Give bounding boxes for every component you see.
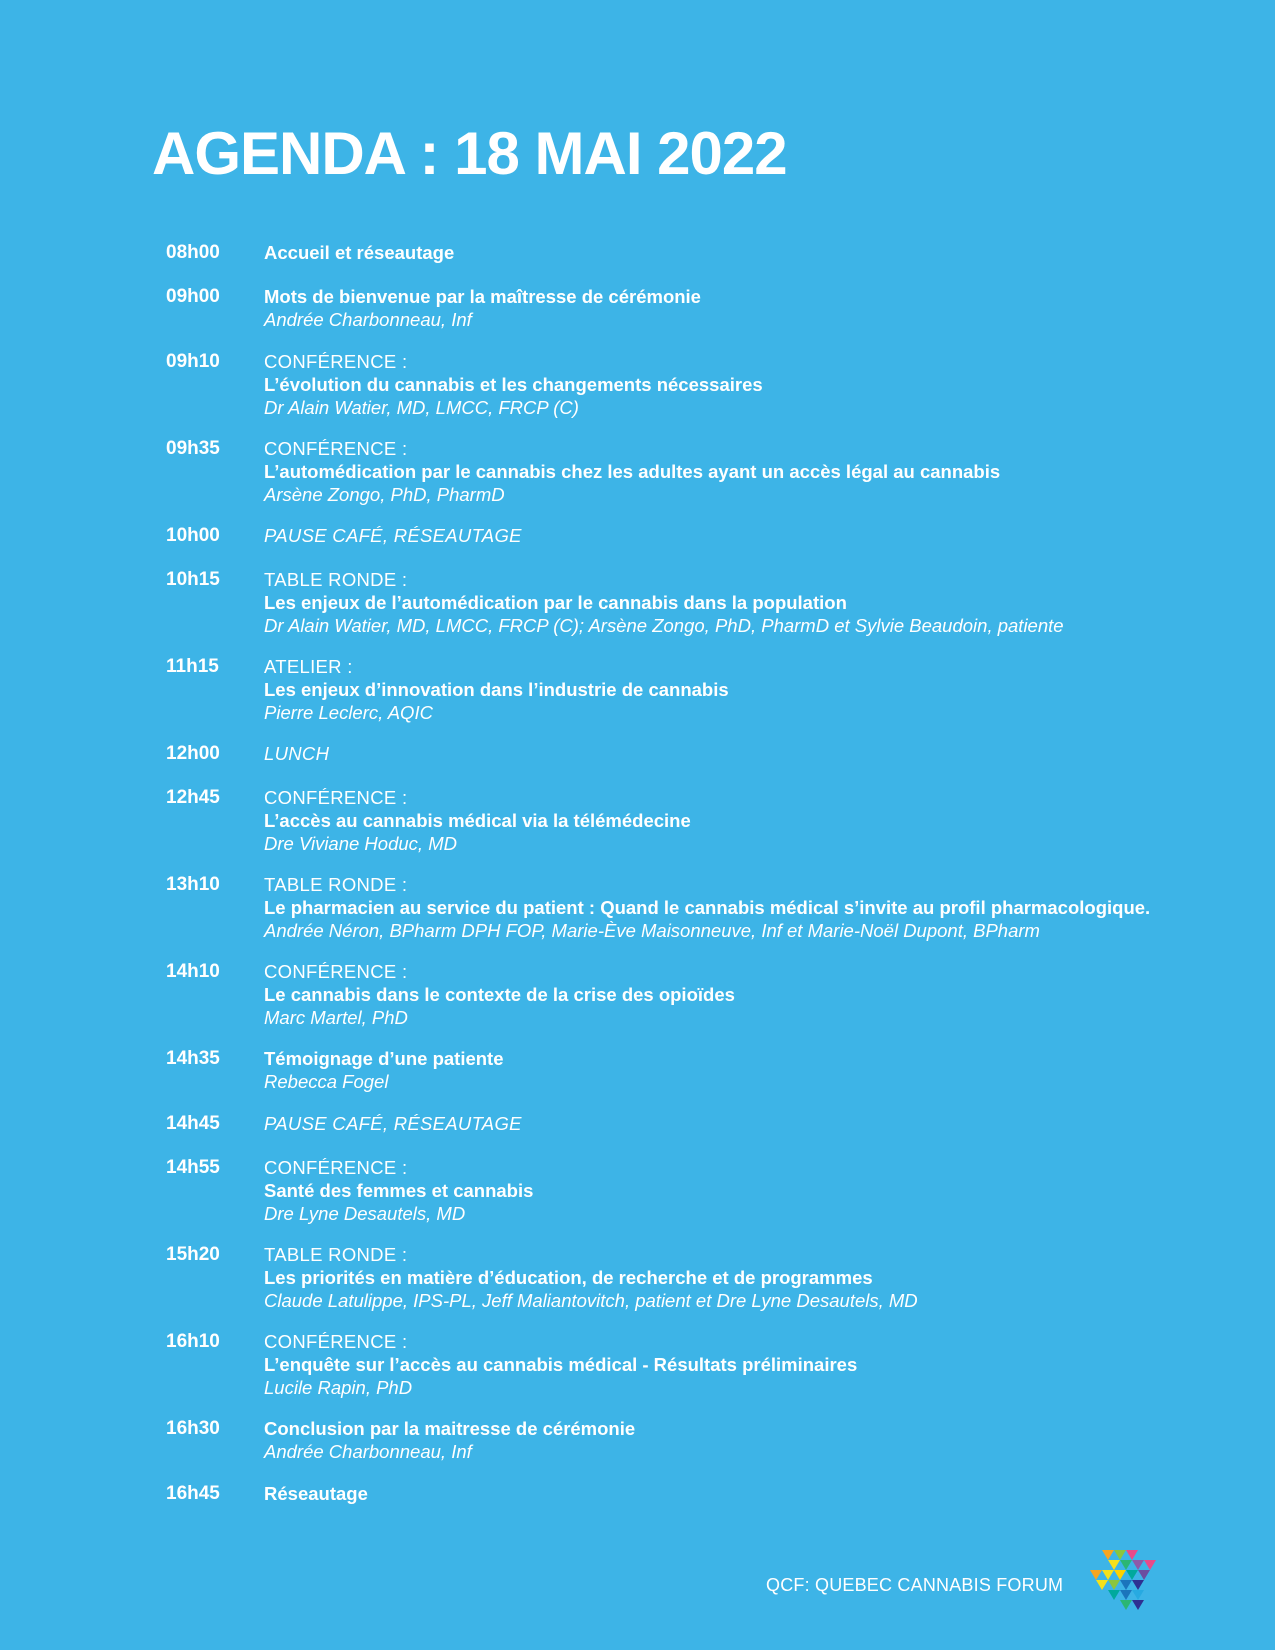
session-title: Conclusion par la maitresse de cérémonie bbox=[264, 1418, 636, 1439]
agenda-time: 16h10 bbox=[166, 1331, 220, 1352]
session-speakers: Marc Martel, PhD bbox=[264, 1007, 408, 1028]
agenda-content bbox=[264, 786, 1264, 855]
agenda-content bbox=[264, 655, 1264, 724]
session-title: Le cannabis dans le contexte de la crise des opioïdes bbox=[264, 984, 735, 1005]
session-title: L’accès au cannabis médical via la télémédecine bbox=[264, 810, 691, 831]
agenda-content bbox=[264, 1047, 1264, 1093]
session-title: L’enquête sur l’accès au cannabis médical - Résultats préliminaires bbox=[264, 1354, 858, 1375]
session-type-label: CONFÉRENCE : bbox=[264, 787, 408, 808]
agenda-content bbox=[264, 1156, 1264, 1225]
agenda-time: 08h00 bbox=[166, 242, 220, 263]
agenda-content bbox=[264, 1243, 1264, 1312]
session-type-label: TABLE RONDE : bbox=[264, 874, 408, 895]
agenda-time: 14h55 bbox=[166, 1157, 220, 1178]
session-title: Les priorités en matière d’éducation, de recherche et de programmes bbox=[264, 1267, 873, 1288]
agenda-content bbox=[264, 568, 1264, 637]
page-title: AGENDA : 18 MAI 2022 bbox=[152, 120, 787, 187]
session-speakers: Andrée Charbonneau, Inf bbox=[264, 1441, 472, 1462]
session-title: Mots de bienvenue par la maîtresse de cérémonie bbox=[264, 286, 701, 307]
session-type-label: CONFÉRENCE : bbox=[264, 1331, 408, 1352]
session-speakers: Andrée Charbonneau, Inf bbox=[264, 309, 472, 330]
agenda-content bbox=[264, 1330, 1264, 1399]
session-title: Témoignage d’une patiente bbox=[264, 1048, 504, 1069]
session-speakers: Andrée Néron, BPharm DPH FOP, Marie-Ève Maisonneuve, Inf et Marie-Noël Dupont, BPharm bbox=[264, 920, 1040, 941]
agenda-content bbox=[264, 1482, 1264, 1505]
session-title: L’automédication par le cannabis chez les adultes ayant un accès légal au cannabis bbox=[264, 461, 1001, 482]
qcf-logo-icon bbox=[1088, 1550, 1160, 1616]
agenda-time: 09h00 bbox=[166, 286, 220, 307]
agenda-time: 13h10 bbox=[166, 874, 220, 895]
agenda-content bbox=[264, 1417, 1264, 1463]
session-title: Les enjeux d’innovation dans l’industrie de cannabis bbox=[264, 679, 729, 700]
agenda-content bbox=[264, 960, 1264, 1029]
agenda-time: 09h10 bbox=[166, 351, 220, 372]
agenda-time: 15h20 bbox=[166, 1244, 220, 1265]
session-speakers: Pierre Leclerc, AQIC bbox=[264, 702, 433, 723]
session-speakers: Rebecca Fogel bbox=[264, 1071, 389, 1092]
session-type-label: CONFÉRENCE : bbox=[264, 961, 408, 982]
agenda-time: 10h00 bbox=[166, 525, 220, 546]
break-label: LUNCH bbox=[264, 743, 330, 764]
agenda-content bbox=[264, 285, 1264, 331]
agenda-content bbox=[264, 350, 1264, 419]
session-type-label: TABLE RONDE : bbox=[264, 569, 408, 590]
agenda-content bbox=[264, 873, 1264, 942]
session-title: Les enjeux de l’automédication par le cannabis dans la population bbox=[264, 592, 847, 613]
agenda-time: 16h30 bbox=[166, 1418, 220, 1439]
agenda-time: 12h00 bbox=[166, 743, 220, 764]
session-title: L’évolution du cannabis et les changements nécessaires bbox=[264, 374, 763, 395]
agenda-content bbox=[264, 524, 1264, 547]
session-speakers: Lucile Rapin, PhD bbox=[264, 1377, 413, 1398]
session-speakers: Claude Latulippe, IPS-PL, Jeff Maliantovitch, patient et Dre Lyne Desautels, MD bbox=[264, 1290, 918, 1311]
agenda-time: 16h45 bbox=[166, 1483, 220, 1504]
session-speakers: Arsène Zongo, PhD, PharmD bbox=[264, 484, 505, 505]
session-title: Réseautage bbox=[264, 1483, 368, 1504]
footer-text: QCF: QUEBEC CANNABIS FORUM bbox=[766, 1575, 1064, 1595]
session-type-label: CONFÉRENCE : bbox=[264, 438, 408, 459]
break-label: PAUSE CAFÉ, RÉSEAUTAGE bbox=[264, 525, 522, 546]
agenda-time: 14h35 bbox=[166, 1048, 220, 1069]
session-speakers: Dr Alain Watier, MD, LMCC, FRCP (C); Arsène Zongo, PhD, PharmD et Sylvie Beaudoin, patiente bbox=[264, 615, 1064, 636]
session-type-label: CONFÉRENCE : bbox=[264, 351, 408, 372]
agenda-content bbox=[264, 742, 1264, 765]
agenda-time: 12h45 bbox=[166, 787, 220, 808]
agenda-time: 09h35 bbox=[166, 438, 220, 459]
agenda-content bbox=[264, 241, 1264, 264]
agenda-time: 10h15 bbox=[166, 569, 220, 590]
session-type-label: CONFÉRENCE : bbox=[264, 1157, 408, 1178]
agenda-content bbox=[264, 1112, 1264, 1135]
agenda-time: 11h15 bbox=[166, 656, 219, 677]
session-speakers: Dre Lyne Desautels, MD bbox=[264, 1203, 466, 1224]
agenda-content bbox=[264, 437, 1264, 506]
agenda-time: 14h45 bbox=[166, 1113, 220, 1134]
session-title: Santé des femmes et cannabis bbox=[264, 1180, 534, 1201]
session-type-label: TABLE RONDE : bbox=[264, 1244, 408, 1265]
session-speakers: Dr Alain Watier, MD, LMCC, FRCP (C) bbox=[264, 397, 579, 418]
session-title: Accueil et réseautage bbox=[264, 242, 455, 263]
agenda-time: 14h10 bbox=[166, 961, 220, 982]
session-type-label: ATELIER : bbox=[264, 656, 353, 677]
break-label: PAUSE CAFÉ, RÉSEAUTAGE bbox=[264, 1113, 522, 1134]
session-speakers: Dre Viviane Hoduc, MD bbox=[264, 833, 457, 854]
session-title: Le pharmacien au service du patient : Quand le cannabis médical s’invite au profil pharmacologique. bbox=[264, 897, 1151, 918]
